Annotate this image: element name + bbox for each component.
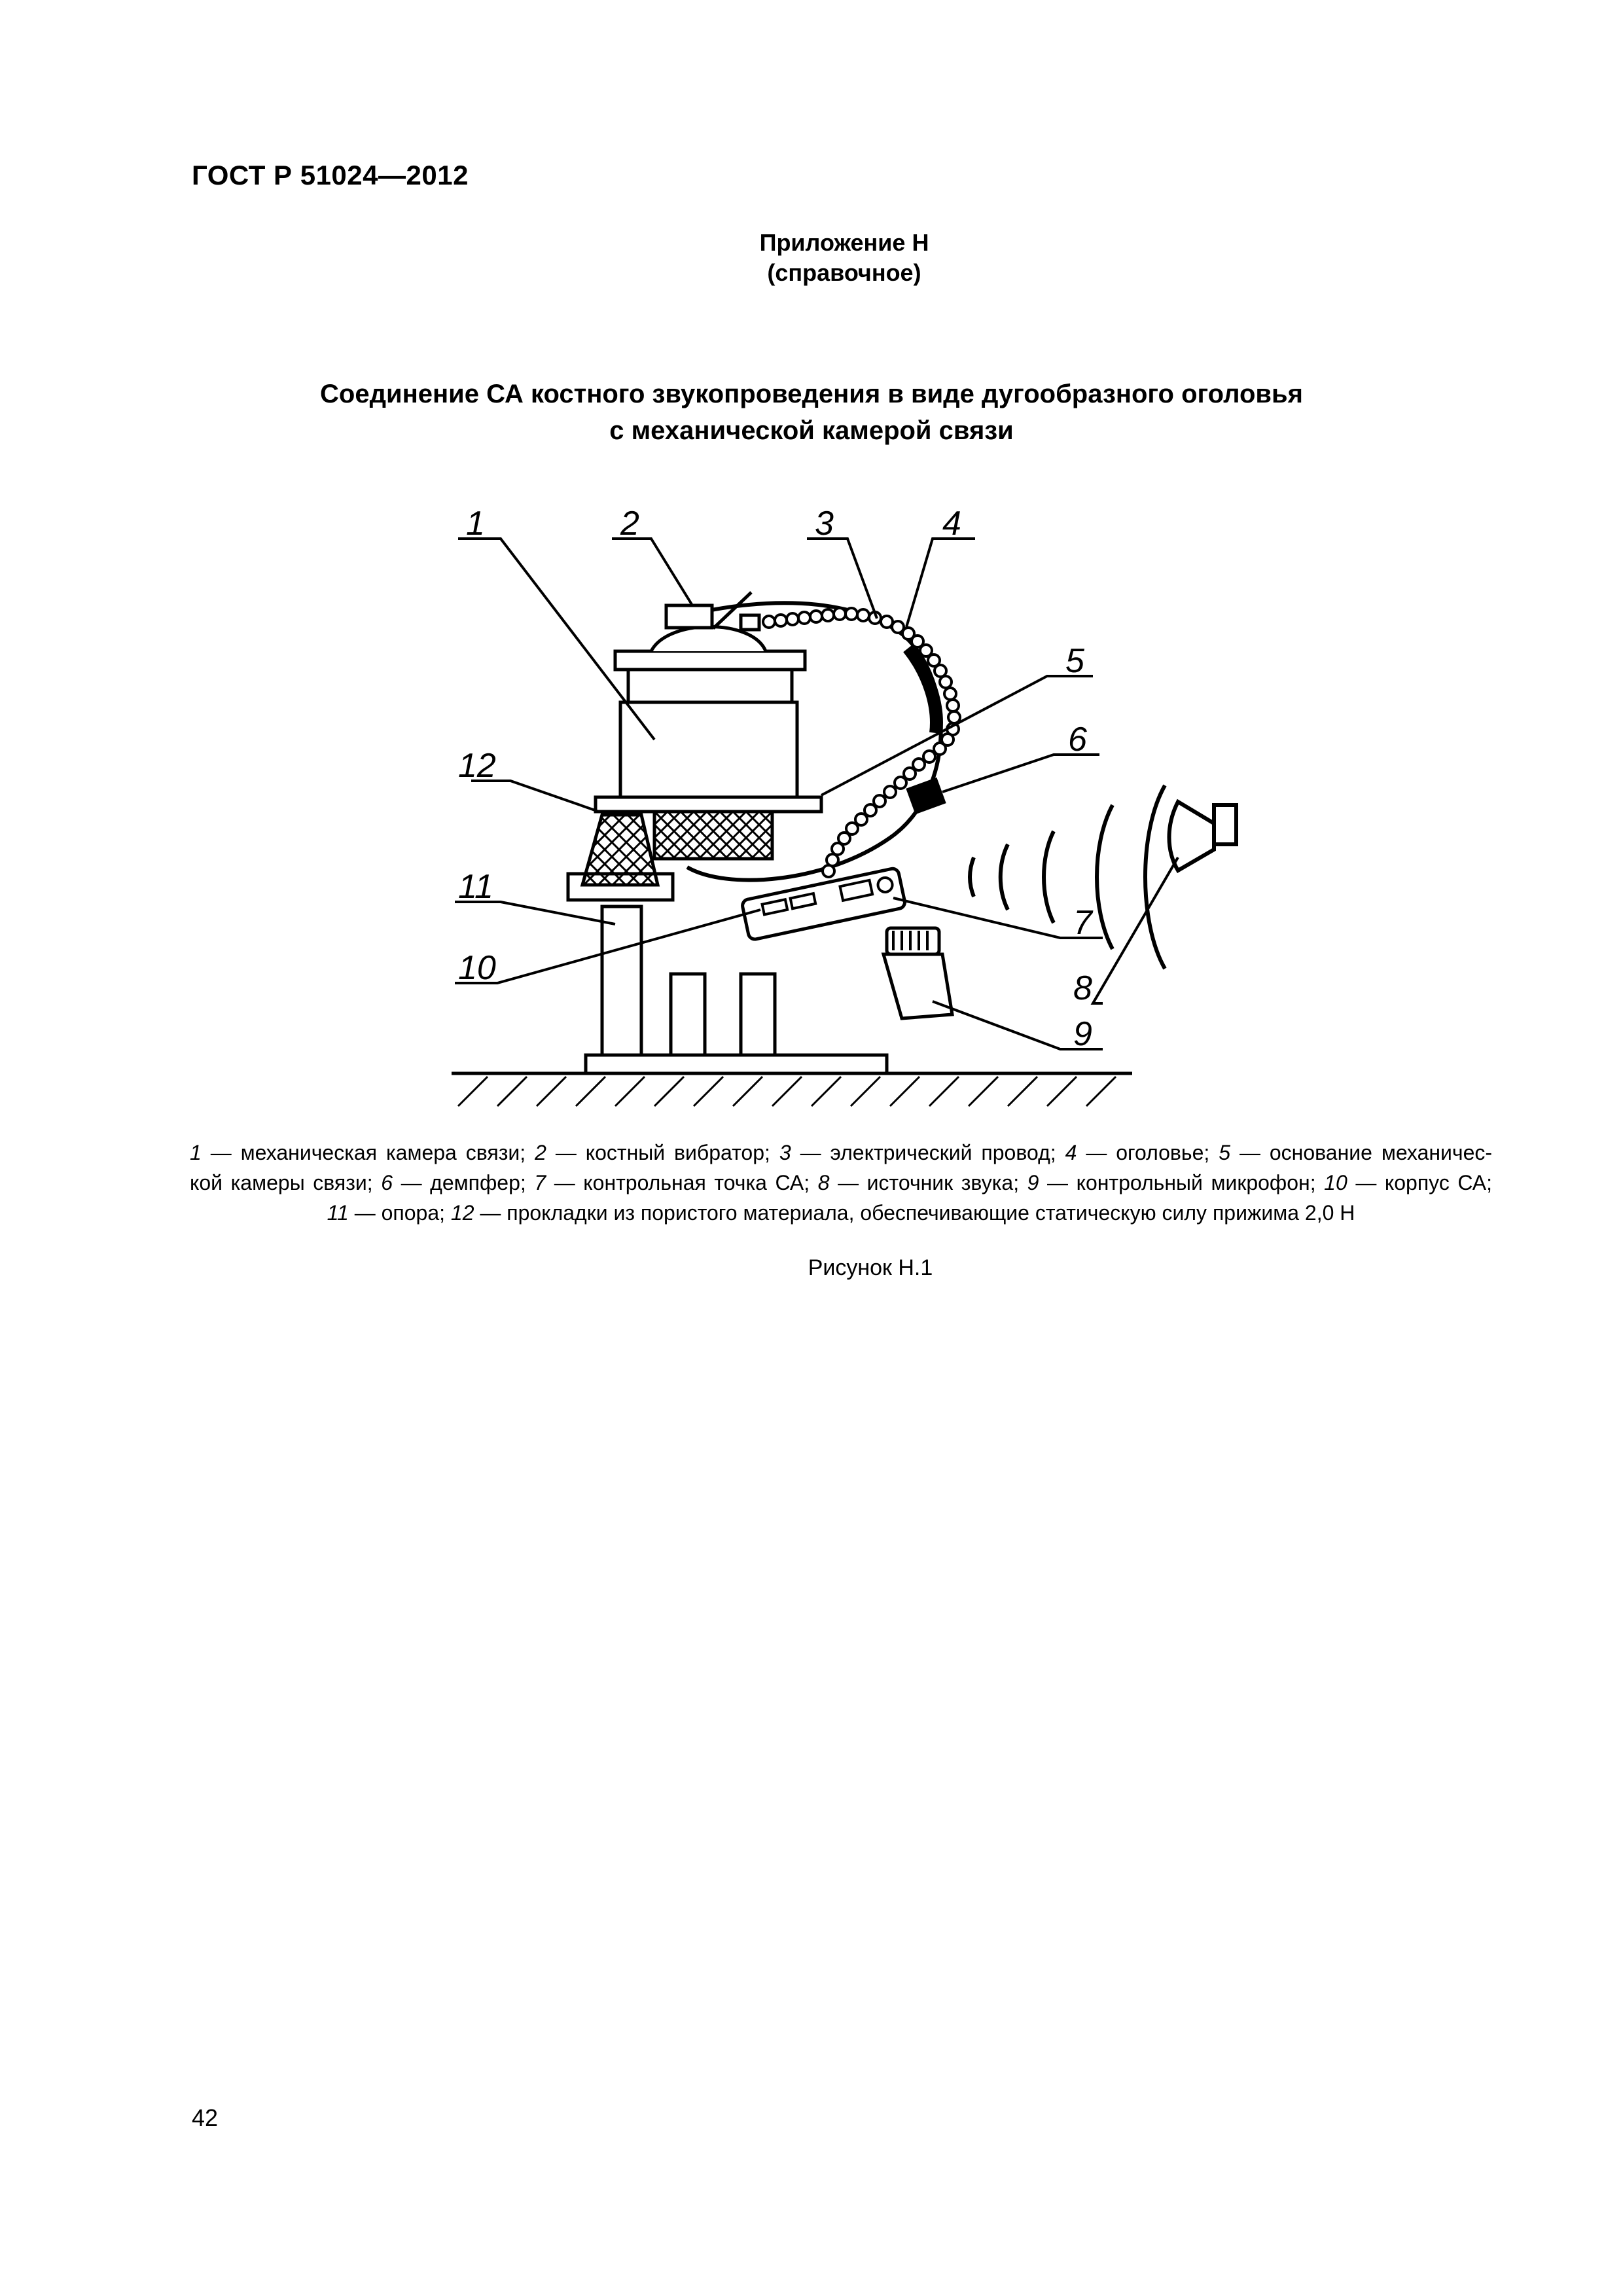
figure-label-10: 10: [458, 949, 496, 987]
figure-label-6: 6: [1068, 721, 1087, 759]
figure-label-9: 9: [1073, 1015, 1092, 1053]
appendix-title-line2: с механической камерой связи: [609, 416, 1014, 445]
sound-waves: [970, 785, 1165, 969]
appendix-label: Приложение Н: [759, 229, 929, 256]
ground-hatching: [452, 1073, 1132, 1106]
mechanical-coupler: [596, 651, 821, 812]
figure-label-5: 5: [1065, 642, 1084, 680]
figure-legend-line3: 11 — опора; 12 — прокладки из пористого материала, обеспечивающие статическую силу прижима 2,0 Н: [327, 1201, 1355, 1225]
sound-source-loudspeaker: [1169, 802, 1237, 870]
figure-label-7: 7: [1073, 904, 1092, 942]
figure-legend-line1: 1 — механическая камера связи; 2 — костный вибратор; 3 — электрический провод; 4 — оголовье; 5 — основание механичес-: [190, 1141, 1493, 1164]
figure-label-4: 4: [942, 505, 961, 543]
figure-label-12: 12: [458, 747, 496, 785]
figure-label-8: 8: [1073, 969, 1092, 1007]
appendix-title-line1: Соединение СА костного звукопроведения в виде дугообразного оголовья: [320, 380, 1303, 408]
porous-pad-12: [582, 815, 658, 885]
figure-label-3: 3: [815, 505, 834, 543]
figure-label-1: 1: [466, 505, 485, 543]
figure-label-2: 2: [620, 505, 639, 543]
appendix-type: (справочное): [767, 259, 921, 286]
page-number: 42: [192, 2104, 219, 2131]
porous-pad-under-base: [654, 812, 772, 859]
figure-caption: Рисунок Н.1: [808, 1255, 933, 1280]
figure-legend-line2: кой камеры связи; 6 — демпфер; 7 — контрольная точка СА; 8 — источник звука; 9 — контрольный микрофон; 10 — корпус СА;: [190, 1171, 1493, 1194]
bone-vibrator: [666, 592, 759, 630]
damper-6: [906, 778, 946, 815]
document-code: ГОСТ Р 51024—2012: [192, 160, 469, 190]
figure-label-11: 11: [458, 868, 493, 906]
